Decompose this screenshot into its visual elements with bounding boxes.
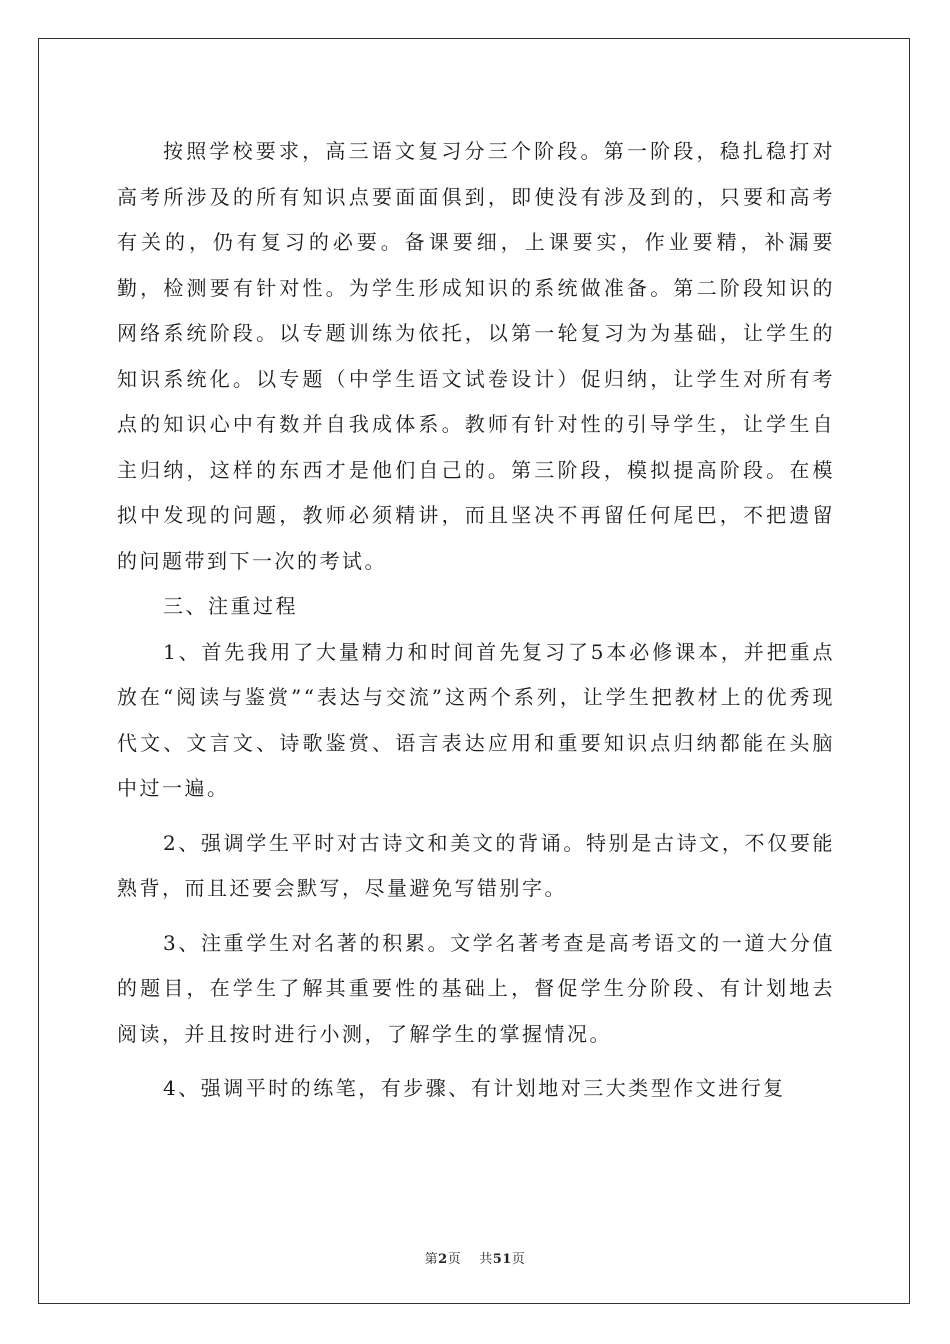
total-label-prefix: 共 — [479, 1252, 493, 1267]
page-total-number: 51 — [492, 1252, 512, 1267]
page-footer — [0, 1248, 950, 1267]
paragraph-point-1: 1、首先我用了大量精力和时间首先复习了5本必修课本，并把重点放在“阅读与鉴赏”“表达与交流”这两个系列，让学生把教材上的优秀现代文、文言文、诗歌鉴赏、语言表达应用和重要知识点归纳都能在头脑中过一遍。 — [117, 639, 835, 800]
page-label-unit: 页 — [447, 1252, 462, 1267]
total-label-unit: 页 — [511, 1252, 526, 1267]
paragraph-point-3: 3、注重学生对名著的积累。文学名著考查是高考语文的一道大分值的题目，在学生了解其重要性的基础上，督促学生分阶段、有计划地去阅读，并且按时进行小测，了解学生的掌握情况。 — [117, 930, 835, 1046]
paragraph-point-2: 2、强调学生平时对古诗文和美文的背诵。特别是古诗文，不仅要能熟背，而且还要会默写，尽量避免写错别字。 — [117, 830, 835, 900]
page-current-number: 2 — [438, 1252, 448, 1267]
section-heading-process: 三、注重过程 — [163, 594, 298, 618]
page-label-prefix: 第 — [424, 1252, 439, 1267]
paragraph-review-stages: 按照学校要求，高三语文复习分三个阶段。第一阶段，稳扎稳打对高考所涉及的所有知识点要面面俱到，即使没有涉及到的，只要和高考有关的，仍有复习的必要。备课要细，上课要实，作业要精，补漏要勤，检测要有针对性。为学生形成知识的系统做准备。第二阶段知识的网络系统阶段。以专题训练为依托，以第一轮复习为为基础，让学生的知识系统化。以专题（中学生语文试卷设计）促归纳，让学生对所有考点的知识心中有数并自我成体系。教师有针对性的引导学生，让学生自主归纳，这样的东西才是他们自己的。第三阶段，模拟提高阶段。在模拟中发现的问题，教师必须精讲，而且坚决不再留任何尾巴，不把遗留的问题带到下一次的考试。 — [117, 139, 835, 573]
paragraph-point-4: 4、强调平时的练笔，有步骤、有计划地对三大类型作文进行复 — [163, 1076, 786, 1100]
document-body — [117, 129, 835, 1112]
